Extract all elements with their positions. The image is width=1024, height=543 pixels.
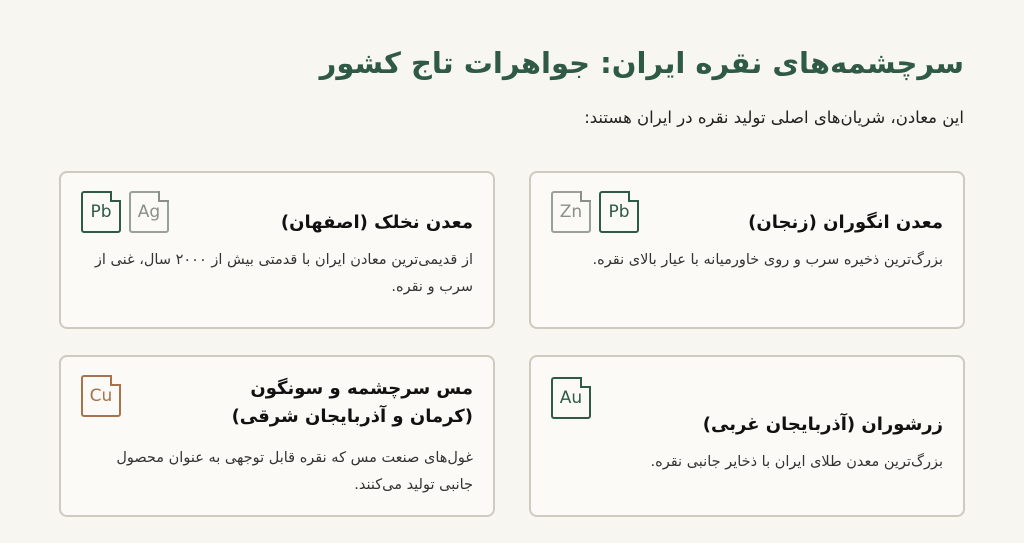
element-icons: [551, 377, 591, 419]
page-title: سرچشمه‌های نقره ایران: جواهرات تاج کشور: [319, 46, 964, 80]
mine-card-sarcheshmeh-sungun: [59, 355, 495, 517]
lead-element-icon: Pb: [599, 191, 639, 233]
card-title: زرشوران (آذربایجان غربی): [702, 414, 943, 435]
element-icons: [81, 375, 121, 417]
card-description: بزرگ‌ترین ذخیره سرب و روی خاورمیانه با عیار بالای نقره.: [592, 252, 943, 268]
zinc-element-icon: Zn: [551, 191, 591, 233]
lead-element-icon: Pb: [81, 191, 121, 233]
card-description: غول‌های صنعت مس که نقره قابل توجهی به عنوان محصول جانبی تولید می‌کنند.: [116, 450, 473, 493]
silver-element-icon: Ag: [129, 191, 169, 233]
element-icons: [551, 191, 639, 233]
gold-element-icon: Au: [551, 377, 591, 419]
mine-card-nakhlak: [59, 171, 495, 329]
mine-card-zarshouran: [529, 355, 965, 517]
page-subtitle: این معادن، شریان‌های اصلی تولید نقره در ایران هستند:: [584, 108, 964, 127]
card-title: مس سرچشمه و سونگون (کرمان و آذربایجان شرقی): [231, 378, 473, 427]
element-icons: [81, 191, 169, 233]
card-description: از قدیمی‌ترین معادن ایران با قدمتی بیش از ۲۰۰۰ سال، غنی از سرب و نقره.: [94, 252, 473, 295]
card-description: بزرگ‌ترین معدن طلای ایران با ذخایر جانبی نقره.: [650, 454, 943, 470]
copper-element-icon: Cu: [81, 375, 121, 417]
mine-card-angouran: [529, 171, 965, 329]
card-title: معدن انگوران (زنجان): [748, 212, 943, 233]
card-title: معدن نخلک (اصفهان): [280, 212, 473, 233]
